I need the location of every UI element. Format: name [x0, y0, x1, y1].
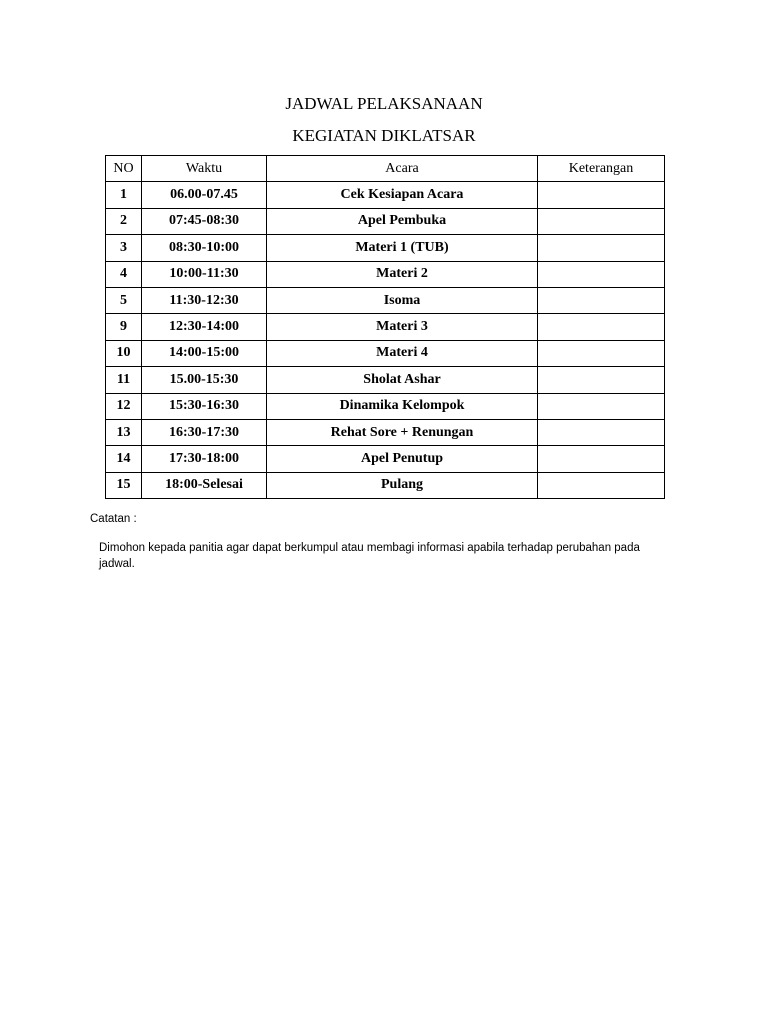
cell-waktu: 15.00-15:30 — [142, 367, 267, 393]
cell-acara: Materi 4 — [267, 340, 538, 366]
cell-acara: Apel Penutup — [267, 446, 538, 472]
table-row — [106, 314, 665, 340]
table-row — [106, 340, 665, 366]
header-no: NO — [106, 156, 142, 182]
table-row — [106, 472, 665, 498]
header-keterangan: Keterangan — [538, 156, 665, 182]
cell-keterangan — [538, 419, 665, 445]
cell-keterangan — [538, 314, 665, 340]
table-row — [106, 287, 665, 313]
cell-acara: Apel Pembuka — [267, 208, 538, 234]
cell-no: 1 — [106, 182, 142, 208]
document-subtitle: KEGIATAN DIKLATSAR — [292, 126, 476, 145]
cell-acara: Sholat Ashar — [267, 367, 538, 393]
cell-waktu: 17:30-18:00 — [142, 446, 267, 472]
cell-acara: Cek Kesiapan Acara — [267, 182, 538, 208]
header-waktu: Waktu — [142, 156, 267, 182]
cell-waktu: 08:30-10:00 — [142, 235, 267, 261]
cell-acara: Isoma — [267, 287, 538, 313]
cell-keterangan — [538, 446, 665, 472]
table-row — [106, 208, 665, 234]
cell-no: 11 — [106, 367, 142, 393]
cell-waktu: 12:30-14:00 — [142, 314, 267, 340]
table-row — [106, 446, 665, 472]
cell-waktu: 16:30-17:30 — [142, 419, 267, 445]
cell-no: 10 — [106, 340, 142, 366]
cell-keterangan — [538, 340, 665, 366]
cell-acara: Materi 3 — [267, 314, 538, 340]
cell-no: 4 — [106, 261, 142, 287]
schedule-table — [105, 155, 665, 499]
cell-waktu: 06.00-07.45 — [142, 182, 267, 208]
cell-acara: Pulang — [267, 472, 538, 498]
cell-waktu: 11:30-12:30 — [142, 287, 267, 313]
cell-keterangan — [538, 235, 665, 261]
cell-keterangan — [538, 367, 665, 393]
cell-no: 15 — [106, 472, 142, 498]
cell-acara: Rehat Sore + Renungan — [267, 419, 538, 445]
cell-keterangan — [538, 182, 665, 208]
cell-no: 3 — [106, 235, 142, 261]
cell-waktu: 10:00-11:30 — [142, 261, 267, 287]
table-row — [106, 393, 665, 419]
cell-no: 12 — [106, 393, 142, 419]
cell-waktu: 18:00-Selesai — [142, 472, 267, 498]
table-row — [106, 367, 665, 393]
cell-keterangan — [538, 393, 665, 419]
table-row — [106, 261, 665, 287]
cell-keterangan — [538, 208, 665, 234]
table-row — [106, 235, 665, 261]
table-header-row — [106, 156, 665, 182]
cell-waktu: 07:45-08:30 — [142, 208, 267, 234]
cell-acara: Dinamika Kelompok — [267, 393, 538, 419]
cell-no: 9 — [106, 314, 142, 340]
cell-no: 13 — [106, 419, 142, 445]
cell-no: 14 — [106, 446, 142, 472]
notes-text: Dimohon kepada panitia agar dapat berkumpul atau membagi informasi apabila terhadap perubahan pada jadwal. — [99, 542, 640, 570]
notes-label: Catatan : — [90, 513, 137, 525]
cell-keterangan — [538, 261, 665, 287]
cell-keterangan — [538, 287, 665, 313]
cell-no: 2 — [106, 208, 142, 234]
cell-acara: Materi 1 (TUB) — [267, 235, 538, 261]
cell-no: 5 — [106, 287, 142, 313]
cell-acara: Materi 2 — [267, 261, 538, 287]
cell-keterangan — [538, 472, 665, 498]
header-acara: Acara — [267, 156, 538, 182]
cell-waktu: 15:30-16:30 — [142, 393, 267, 419]
table-row — [106, 419, 665, 445]
table-row — [106, 182, 665, 208]
cell-waktu: 14:00-15:00 — [142, 340, 267, 366]
document-title: JADWAL PELAKSANAAN — [285, 94, 483, 113]
